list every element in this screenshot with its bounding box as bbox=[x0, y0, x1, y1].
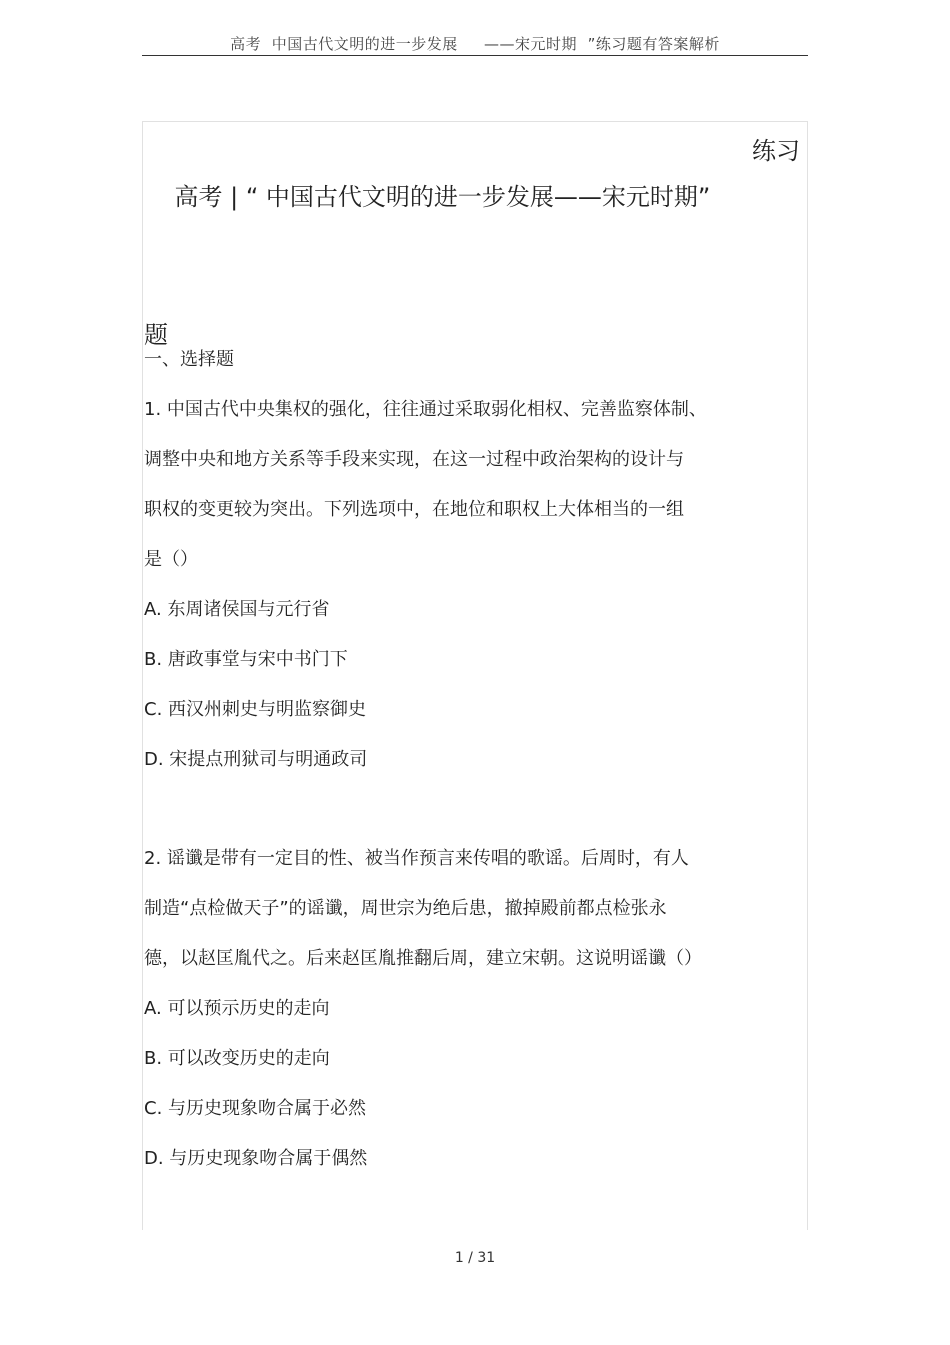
question-stem-line: 职权的变更较为突出。下列选项中，在地位和职权上大体相当的一组 bbox=[144, 499, 684, 520]
question-2 bbox=[144, 834, 744, 1184]
option-b: B. 唐政事堂与宋中书门下 bbox=[144, 649, 348, 670]
question-stem-line: 2. 谣谶是带有一定目的性、被当作预言来传唱的歌谣。后周时，有人 bbox=[144, 848, 689, 869]
running-header: 高考 中国古代文明的进一步发展 ——宋元时期 ”练习题有答案解析 bbox=[230, 35, 720, 53]
option-c: C. 与历史现象吻合属于必然 bbox=[144, 1098, 367, 1119]
question-stem-line: 制造“点检做天子”的谣谶，周世宗为绝后患，撤掉殿前都点检张永 bbox=[144, 898, 667, 919]
document-title-main: 高考 | “ 中国古代文明的进一步发展——宋元时期” bbox=[174, 183, 711, 211]
document-title-line-1 bbox=[144, 128, 806, 312]
page-number: 1 / 31 bbox=[454, 1250, 496, 1266]
option-a: A. 可以预示历史的走向 bbox=[144, 998, 330, 1019]
question-stem-line: 1. 中国古代中央集权的强化，往往通过采取弱化相权、完善监察体制、 bbox=[144, 399, 707, 420]
header-rule bbox=[142, 55, 808, 56]
question-stem-line: 德，以赵匡胤代之。后来赵匡胤推翻后周，建立宋朝。这说明谣谶（） bbox=[144, 948, 702, 969]
option-d: D. 宋提点刑狱司与明通政司 bbox=[144, 749, 368, 770]
document-title-tail: 练习 bbox=[752, 137, 800, 165]
question-1 bbox=[144, 385, 744, 785]
option-d: D. 与历史现象吻合属于偶然 bbox=[144, 1148, 368, 1169]
option-a: A. 东周诸侯国与元行省 bbox=[144, 599, 330, 620]
option-c: C. 西汉州刺史与明监察御史 bbox=[144, 699, 367, 720]
question-stem-line: 调整中央和地方关系等手段来实现，在这一过程中政治架构的设计与 bbox=[144, 449, 684, 470]
option-b: B. 可以改变历史的走向 bbox=[144, 1048, 330, 1069]
document-title bbox=[144, 128, 806, 358]
question-stem-line: 是（） bbox=[144, 549, 198, 570]
section-heading: 一、选择题 bbox=[144, 349, 234, 370]
document-title-line-2: 题 bbox=[144, 321, 168, 349]
